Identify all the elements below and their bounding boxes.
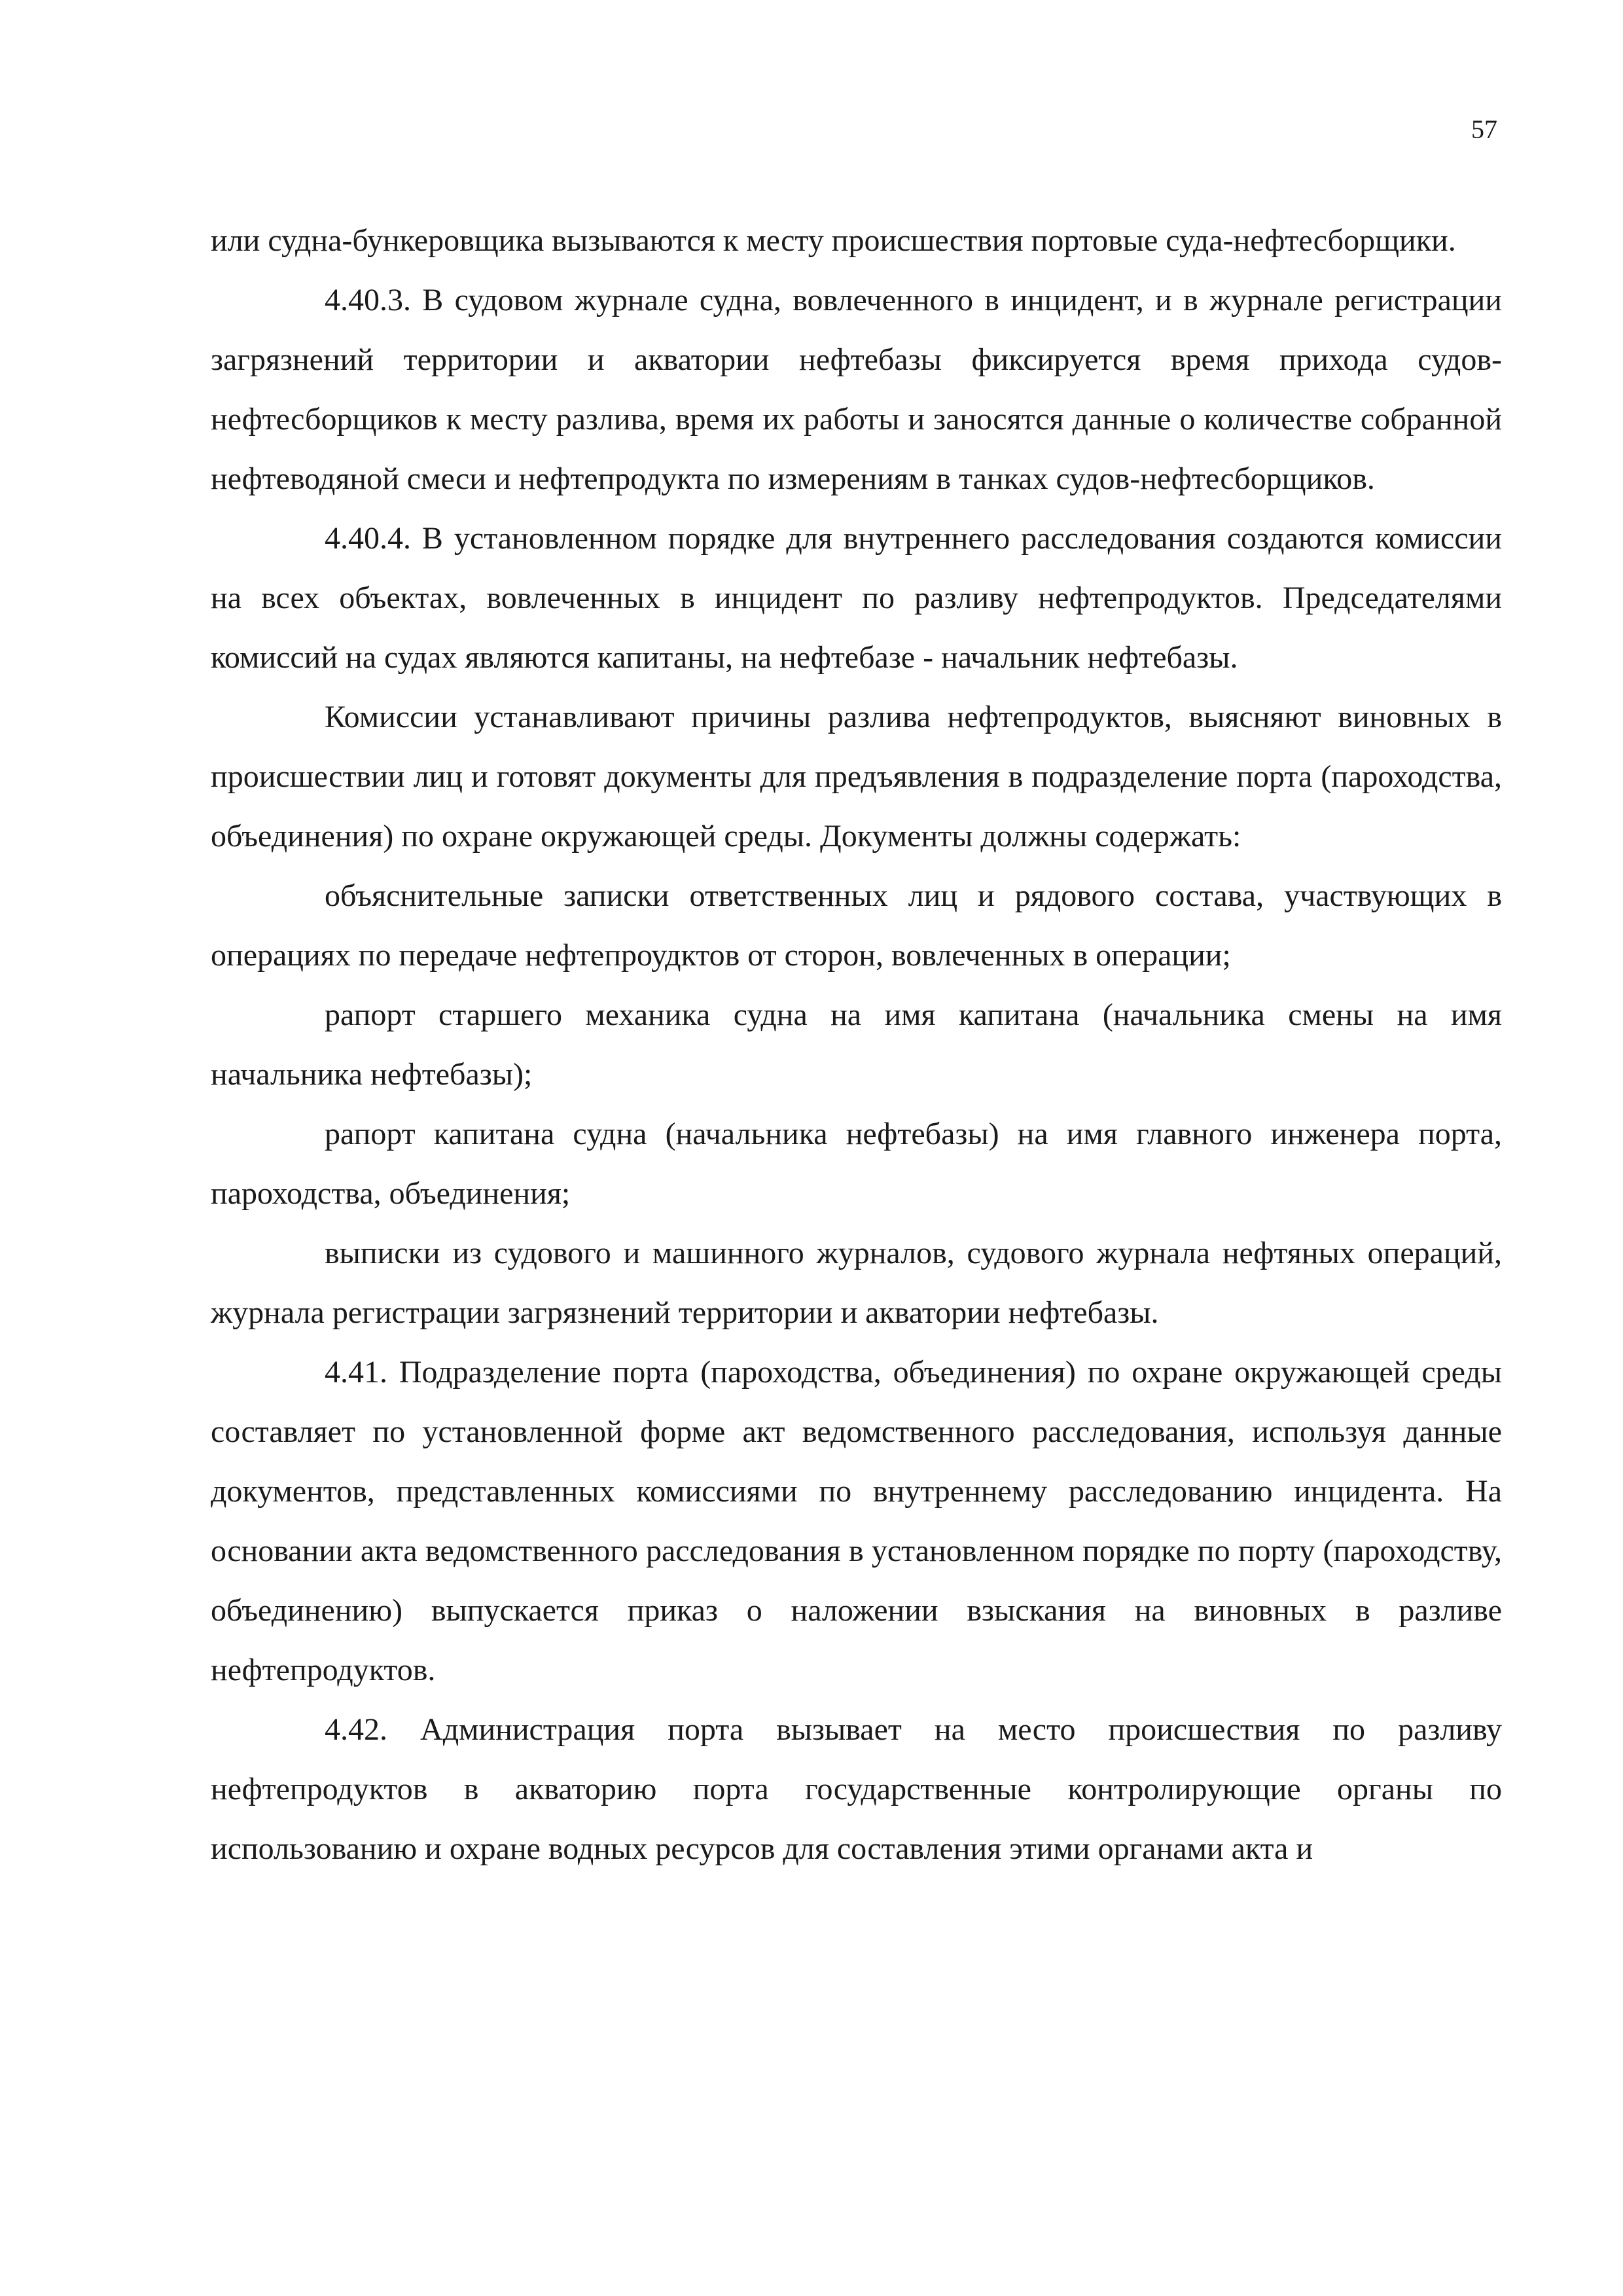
page-number: 57 <box>1471 115 1497 144</box>
list-item-log-extracts: выписки из судового и машинного журналов, судового журнала нефтяных операций, журнала регистрации загрязнений территории и акватории нефтебазы. <box>211 1236 1502 1330</box>
paragraph-4-40-4: 4.40.4. В установленном порядке для внутреннего расследования создаются комиссии на всех объектах, вовлеченных в инцидент по разливу нефтепродуктов. Председателями комиссий на судах являются капитаны, на нефтебазе - начальник нефтебазы. <box>211 521 1502 675</box>
paragraph-commissions: Комиссии устанавливают причины разлива нефтепродуктов, выясняют виновных в происшествии лиц и готовят документы для предъявления в подразделение порта (пароходства, объединения) по охране окружающей среды. Документы должны содержать: <box>211 700 1502 853</box>
list-item-chief-engineer-report: рапорт старшего механика судна на имя капитана (начальника смены на имя начальника нефтебазы); <box>211 997 1502 1092</box>
paragraph-4-41: 4.41. Подразделение порта (пароходства, объединения) по охране окружающей среды составляет по установленной форме акт ведомственного расследования, используя данные документов, представленных комиссиями по внутреннему расследованию инцидента. На основании акта ведомственного расследования в установленном порядке по порту (пароходству, объединению) выпускается приказ о наложении взыскания на виновных в разливе нефтепродуктов. <box>211 1355 1502 1687</box>
list-item-captain-report: рапорт капитана судна (начальника нефтебазы) на имя главного инженера порта, пароходства, объединения; <box>211 1117 1502 1211</box>
paragraph-continuation: или судна-бункеровщика вызываются к месту происшествия портовые суда-нефтесборщики. <box>211 223 1456 258</box>
paragraph-4-40-3: 4.40.3. В судовом журнале судна, вовлеченного в инцидент, и в журнале регистрации загрязнений территории и акватории нефтебазы фиксируется время прихода судов-нефтесборщиков к месту разлива, время их работы и заносятся данные о количестве собранной нефтеводяной смеси и нефтепродукта по измерениям в танках судов-нефтесборщиков. <box>211 283 1502 496</box>
document-body <box>211 211 1502 1878</box>
paragraph-4-42: 4.42. Администрация порта вызывает на место происшествия по разливу нефтепродуктов в акваторию порта государственные контролирующие органы по использованию и охране водных ресурсов для составления этими органами акта и <box>211 1712 1502 1866</box>
list-item-explanatory-notes: объяснительные записки ответственных лиц и рядового состава, участвующих в операциях по передаче нефтепроудктов от сторон, вовлеченных в операции; <box>211 878 1502 973</box>
